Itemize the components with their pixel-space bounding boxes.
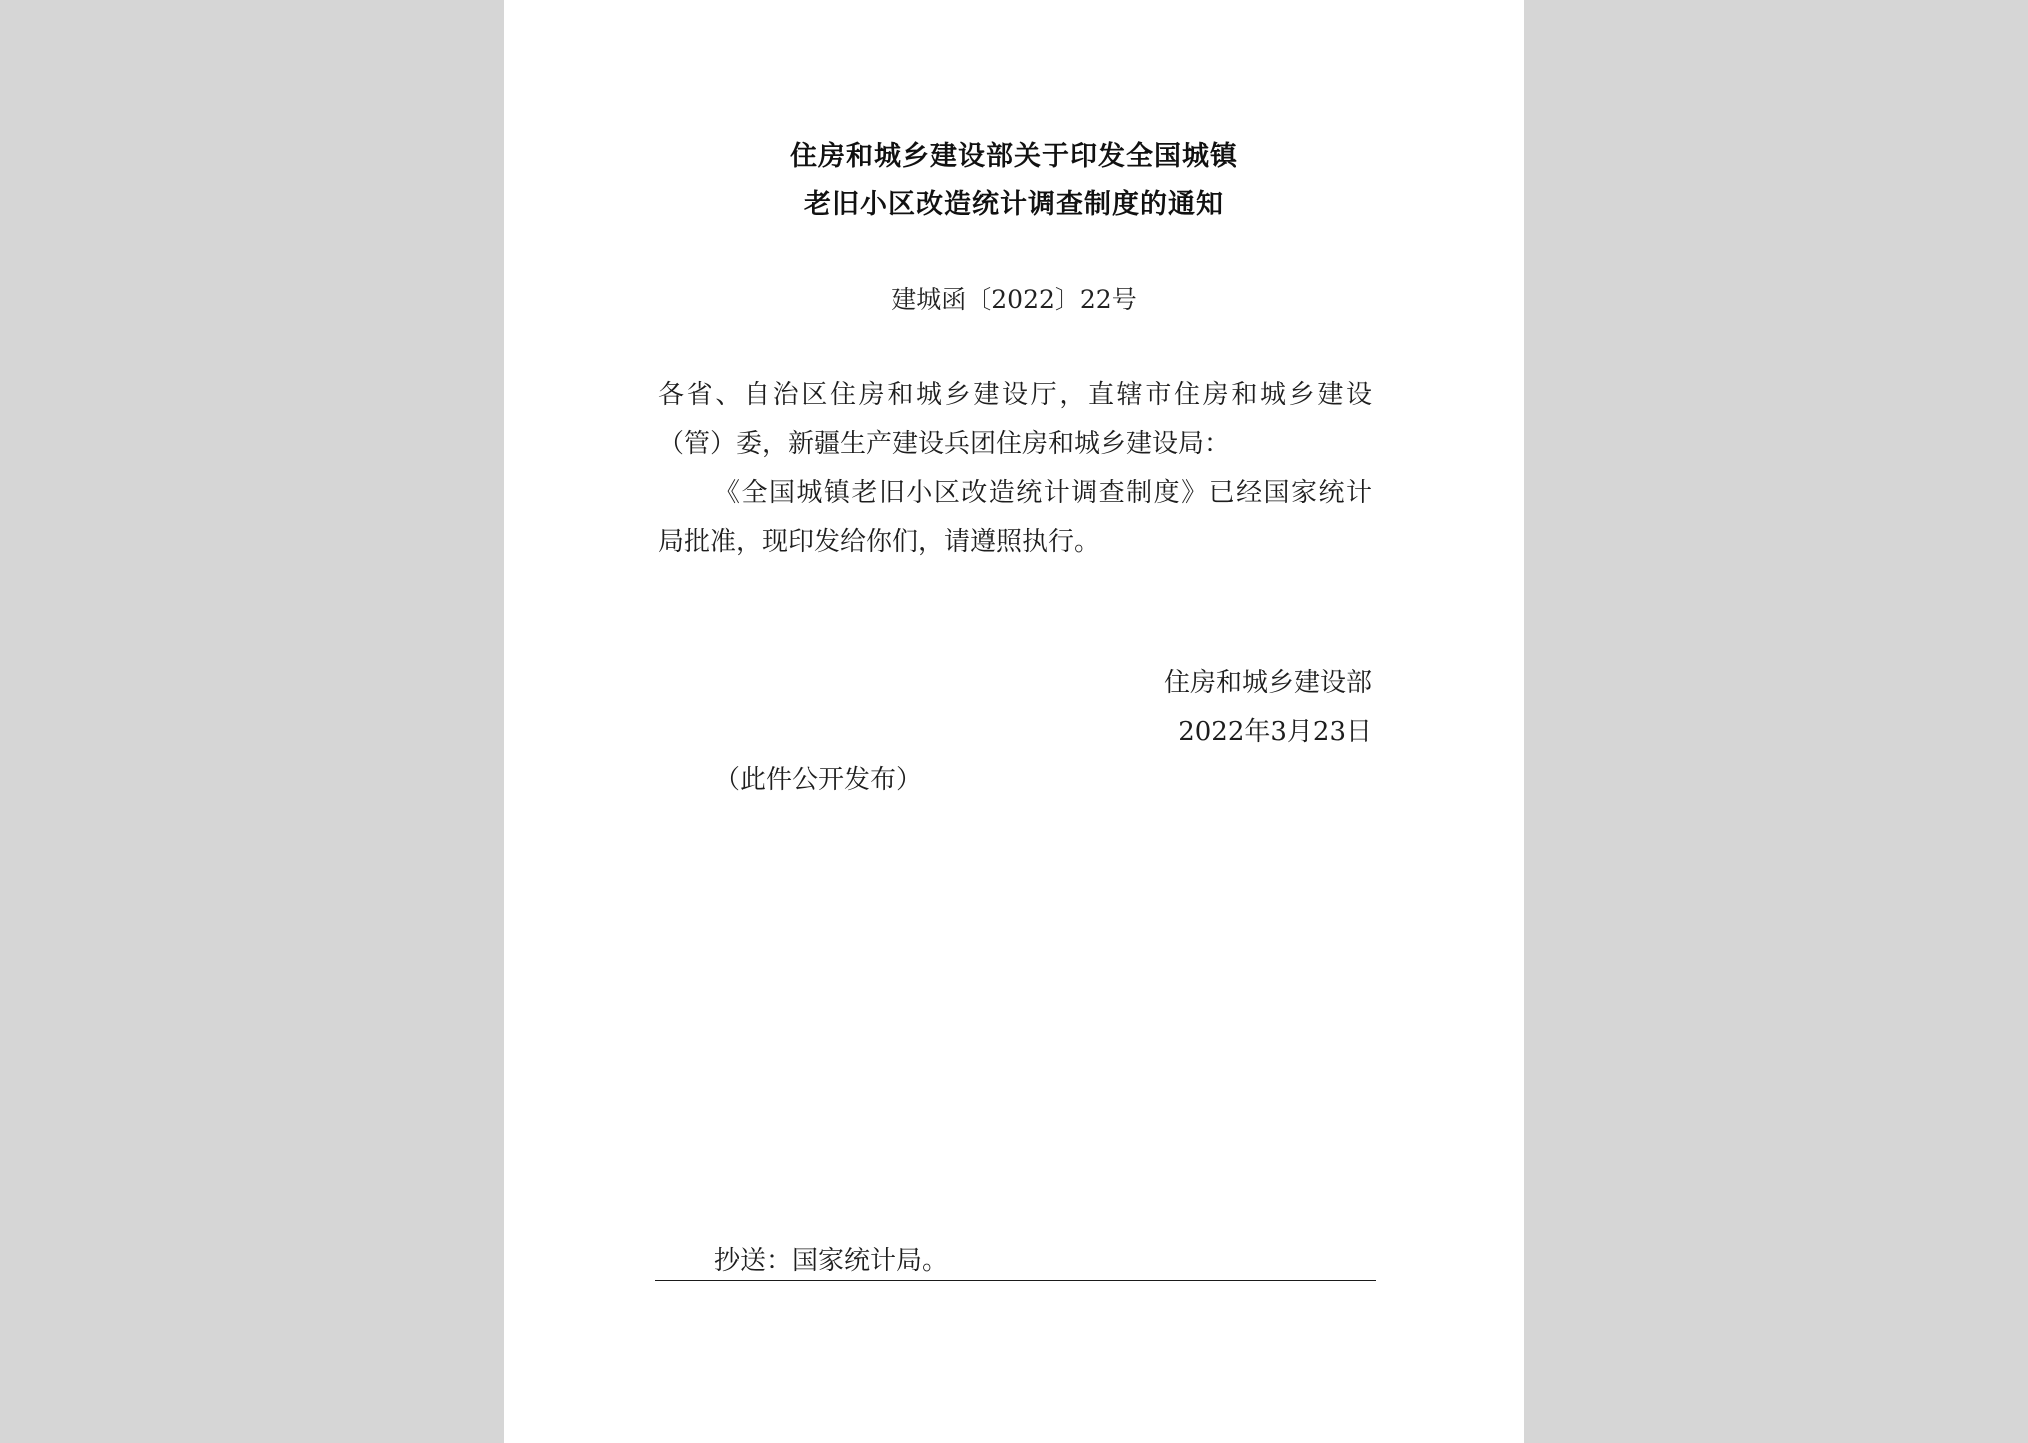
body-line-2: 局批准，现印发给你们，请遵照执行。 [658, 527, 1101, 557]
body-line-1: 《全国城镇老旧小区改造统计调查制度》已经国家统计 [714, 478, 1372, 508]
cc-line: 抄送：国家统计局。 [714, 1246, 949, 1276]
signature-org: 住房和城乡建设部 [1163, 668, 1372, 698]
publish-note: （此件公开发布） [714, 765, 923, 795]
document-page [504, 0, 1524, 1443]
footer-rule [655, 1280, 1376, 1281]
signature-date: 2022年3月23日 [1178, 717, 1372, 747]
title-line-2: 老旧小区改造统计调查制度的通知 [804, 189, 1224, 220]
title-line-1: 住房和城乡建设部关于印发全国城镇 [790, 141, 1238, 172]
salutation-line-2: （管）委，新疆生产建设兵团住房和城乡建设局： [658, 429, 1231, 459]
salutation-line-1: 各省、自治区住房和城乡建设厅，直辖市住房和城乡建设 [658, 380, 1372, 410]
document-number: 建城函〔2022〕22号 [891, 285, 1137, 314]
